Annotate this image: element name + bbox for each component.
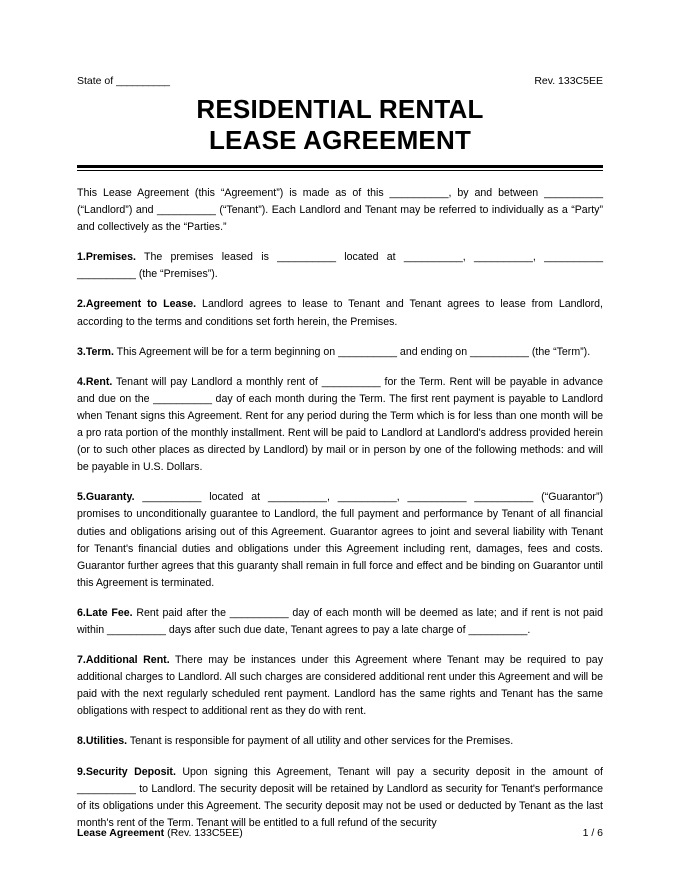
section-1-number: 1. — [77, 251, 86, 264]
title-line-1: RESIDENTIAL RENTAL — [196, 94, 484, 124]
page-title — [77, 94, 603, 156]
section-9-title: Security Deposit. — [85, 765, 176, 778]
section-3-title: Term. — [85, 345, 114, 358]
section-4-rent — [77, 374, 603, 477]
title-line-2: LEASE AGREEMENT — [208, 125, 472, 155]
footer-doc-label — [77, 826, 243, 840]
section-7-number: 7. — [77, 654, 86, 667]
section-4-body: Tenant will pay Landlord a monthly rent of __________ for the Term. Rent will be payable in advance and due on the __________ day of each month during the Term. The first rent payment is payable to Landlord when Tenant signs this Agreement. Rent for any period during the Term which is for less than one month will be a pro rata portion of the monthly installment. Rent will be paid to Landlord at Landlord's address provided herein (or to such other places as directed by Landlord) by mail or in person by one of the following methods: and will be payable in U.S. Dollars. — [77, 375, 603, 474]
section-1-title: Premises. — [85, 251, 136, 264]
section-6-body: Rent paid after the __________ day of each month will be deemed as late; and if rent is not paid within __________ days after such due date, Tenant agrees to pay a late charge of __________. — [77, 606, 603, 636]
title-divider — [77, 165, 603, 171]
section-7-body: There may be instances under this Agreement where Tenant may be required to pay additional charges to Landlord. All such charges are considered additional rent under this Agreement and will be paid with the next regularly scheduled rent payment. Landlord has the same rights and Tenant has the same obligations with respect to additional rent as they do with rent. — [77, 654, 603, 718]
section-5-title: Guaranty. — [85, 491, 135, 504]
section-6-title: Late Fee. — [85, 606, 133, 619]
divider-thin-line — [77, 170, 603, 171]
section-3-term — [77, 344, 603, 361]
section-5-number: 5. — [77, 491, 86, 504]
section-6-late-fee — [77, 605, 603, 639]
section-2-number: 2. — [77, 298, 86, 311]
section-5-body: __________ located at __________, __________, __________ __________ (“Guarantor”) promises to unconditionally guarantee to Landlord, the full payment and performance by Tenant of all financial duties and obligations arising out of this Agreement. Guarantor agrees to joint and several liability with Tenant for Tenant's financial duties and obligations under this Agreement including rent, damages, fees and costs. Guarantor further agrees that this guaranty shall remain in full force and effect and be binding on Guarantor until this Agreement is terminated. — [77, 491, 603, 589]
document-body — [77, 185, 603, 832]
intro-paragraph: This Lease Agreement (this “Agreement”) is made as of this __________, by and between __________ (“Landlord”) and __________ (“Tenant”). Each Landlord and Tenant may be referred to individually as a “Party” and collectively as the “Parties.” — [77, 187, 603, 234]
section-3-number: 3. — [77, 345, 86, 358]
section-8-utilities — [77, 733, 603, 750]
state-of-field — [77, 74, 170, 88]
document-footer — [77, 826, 603, 840]
section-4-title: Rent. — [85, 375, 113, 388]
section-9-number: 9. — [77, 765, 86, 778]
section-8-body: Tenant is responsible for payment of all utility and other services for the Premises. — [127, 735, 514, 748]
state-of-label: State of — [77, 75, 117, 87]
section-3-body: This Agreement will be for a term beginning on __________ and ending on __________ (the “Term”). — [113, 345, 591, 358]
section-2-agreement-to-lease — [77, 296, 603, 330]
section-7-additional-rent — [77, 652, 603, 720]
section-6-number: 6. — [77, 606, 86, 619]
section-8-number: 8. — [77, 735, 86, 748]
section-4-number: 4. — [77, 375, 86, 388]
section-5-guaranty — [77, 489, 603, 592]
section-7-title: Additional Rent. — [85, 654, 170, 667]
state-of-blank: __________ — [116, 75, 170, 87]
revision-code: Rev. 133C5EE — [534, 75, 603, 87]
footer-page-number: 1 / 6 — [582, 827, 603, 839]
section-1-body: The premises leased is __________ located at __________, __________, __________ __________ (the “Premises”). — [77, 251, 603, 281]
document-header — [77, 0, 603, 88]
section-2-body: Landlord agrees to lease to Tenant and Tenant agrees to lease from Landlord, according to the terms and conditions set forth herein, the Premises. — [77, 298, 603, 328]
section-9-security-deposit — [77, 764, 603, 832]
footer-doc-name: Lease Agreement — [77, 827, 165, 839]
footer-revision: (Rev. 133C5EE) — [164, 827, 243, 839]
section-8-title: Utilities. — [85, 735, 128, 748]
section-1-premises — [77, 249, 603, 283]
section-2-title: Agreement to Lease. — [85, 298, 197, 311]
section-9-body: Upon signing this Agreement, Tenant will pay a security deposit in the amount of __________ to Landlord. The security deposit will be retained by Landlord as security for Tenant's performance of its obligations under this Agreement. The security deposit may not be used or deducted by Tenant as the last month's rent of the Term. Tenant will be entitled to a full refund of the security — [77, 765, 603, 829]
